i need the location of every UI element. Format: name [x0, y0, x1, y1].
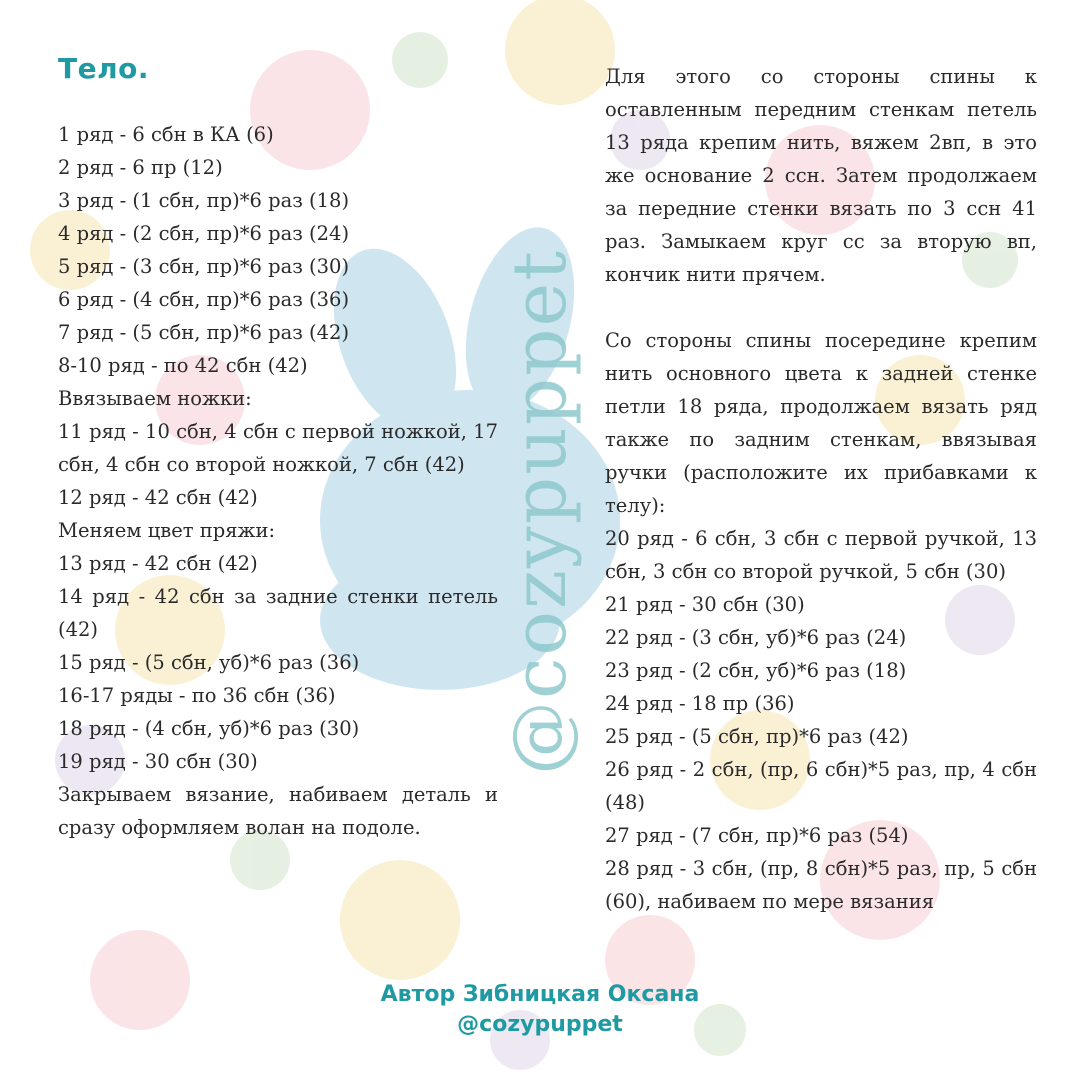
text-line: 28 ряд - 3 сбн, (пр, 8 сбн)*5 раз, пр, 5 сбн	[605, 857, 1037, 880]
text-line: 24 ряд - 18 пр (36)	[605, 692, 795, 715]
text-line: 3 ряд - (1 сбн, пр)*6 раз (18)	[58, 189, 350, 212]
paragraph-gap	[605, 291, 1037, 324]
text-line: 1 ряд - 6 сбн в КА (6)	[58, 123, 274, 146]
text-line: 22 ряд - (3 сбн, уб)*6 раз (24)	[605, 626, 907, 649]
right-column	[605, 60, 1037, 918]
text-line: 23 ряд - (2 сбн, уб)*6 раз (18)	[605, 659, 907, 682]
text-line: оставленным передним стенкам петель	[605, 98, 1037, 121]
text-line: 14 ряд - 42 сбн за задние стенки петель	[58, 585, 498, 608]
text-line: 4 ряд - (2 сбн, пр)*6 раз (24)	[58, 222, 350, 245]
text-line: Меняем цвет пряжи:	[58, 519, 276, 542]
text-line: 20 ряд - 6 сбн, 3 сбн с первой ручкой, 13	[605, 527, 1037, 550]
text-line: сбн, 3 сбн со второй ручкой, 5 сбн (30)	[605, 560, 1006, 583]
text-line: 6 ряд - (4 сбн, пр)*6 раз (36)	[58, 288, 350, 311]
watermark-handle: @cozypuppet	[497, 248, 583, 776]
text-line: 11 ряд - 10 сбн, 4 сбн с первой ножкой, 17	[58, 420, 498, 443]
text-line: 13 ряда крепим нить, вяжем 2вп, в это	[605, 131, 1037, 154]
text-line: 26 ряд - 2 сбн, (пр, 6 сбн)*5 раз, пр, 4 сбн	[605, 758, 1037, 781]
text-line: 7 ряд - (5 сбн, пр)*6 раз (42)	[58, 321, 350, 344]
text-line: 5 ряд - (3 сбн, пр)*6 раз (30)	[58, 255, 350, 278]
text-line: 15 ряд - (5 сбн, уб)*6 раз (36)	[58, 651, 360, 674]
text-line: также по задним стенкам, ввязывая	[605, 428, 1037, 451]
text-line: 8-10 ряд - по 42 сбн (42)	[58, 354, 308, 377]
text-line: (42)	[58, 618, 99, 641]
text-line: 16-17 ряды - по 36 сбн (36)	[58, 684, 336, 707]
text-line: кончик нити прячем.	[605, 263, 826, 286]
text-line: 12 ряд - 42 сбн (42)	[58, 486, 258, 509]
text-line: Со стороны спины посередине крепим	[605, 329, 1037, 352]
page-title: Тело.	[58, 52, 149, 85]
text-line: 27 ряд - (7 сбн, пр)*6 раз (54)	[605, 824, 909, 847]
text-line: 19 ряд - 30 сбн (30)	[58, 750, 258, 773]
text-line: же основание 2 ссн. Затем продолжаем	[605, 164, 1037, 187]
text-line: сразу оформляем волан на подоле.	[58, 816, 421, 839]
text-line: Для этого со стороны спины к	[605, 65, 1037, 88]
text-line: 13 ряд - 42 сбн (42)	[58, 552, 258, 575]
left-column	[58, 118, 498, 844]
text-line: петли 18 ряда, продолжаем вязать ряд	[605, 395, 1037, 418]
text-line: ручки (расположите их прибавками к	[605, 461, 1037, 484]
text-line: 18 ряд - (4 сбн, уб)*6 раз (30)	[58, 717, 360, 740]
author-handle: @cozypuppet	[457, 1012, 623, 1037]
text-line: Закрываем вязание, набиваем деталь и	[58, 783, 498, 806]
text-line: телу):	[605, 494, 666, 517]
text-line: за передние стенки вязать по 3 ссн 41	[605, 197, 1037, 220]
text-line: 21 ряд - 30 сбн (30)	[605, 593, 805, 616]
text-line: Ввязываем ножки:	[58, 387, 252, 410]
text-line: нить основного цвета к задней стенке	[605, 362, 1037, 385]
text-line: 2 ряд - 6 пр (12)	[58, 156, 223, 179]
text-line: (60), набиваем по мере вязания	[605, 890, 934, 913]
text-line: (48)	[605, 791, 646, 814]
text-line: 25 ряд - (5 сбн, пр)*6 раз (42)	[605, 725, 909, 748]
text-line: раз. Замыкаем круг сс за вторую вп,	[605, 230, 1037, 253]
text-line: сбн, 4 сбн со второй ножкой, 7 сбн (42)	[58, 453, 465, 476]
author-name: Автор Зибницкая Оксана	[380, 982, 700, 1007]
